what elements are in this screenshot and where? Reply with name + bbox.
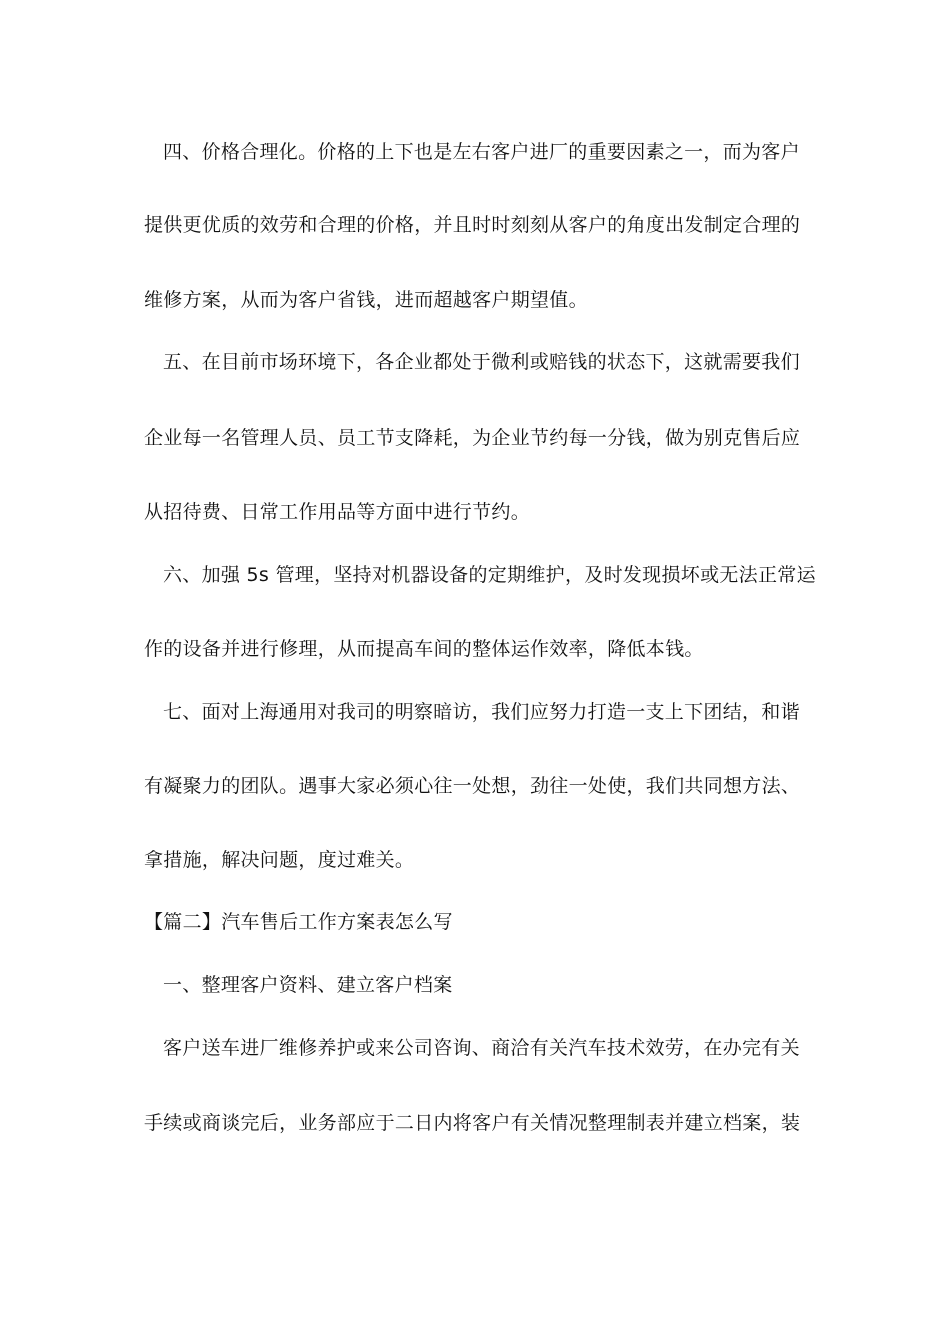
paragraph-6-line-1: 六、加强 5s 管理，坚持对机器设备的定期维护，及时发现损坏或无法正常运 — [163, 564, 816, 586]
paragraph-7-line-2: 有凝聚力的团队。遇事大家必须心往一处想，劲往一处使，我们共同想方法、 — [144, 775, 801, 797]
paragraph-4-line-3: 维修方案，从而为客户省钱，进而超越客户期望值。 — [144, 289, 588, 311]
section-heading: 【篇二】汽车售后工作方案表怎么写 — [144, 911, 453, 933]
paragraph-5-line-3: 从招待费、日常工作用品等方面中进行节约。 — [144, 501, 531, 523]
paragraph-5-line-2: 企业每一名管理人员、员工节支降耗，为企业节约每一分钱，做为别克售后应 — [144, 427, 801, 449]
paragraph-4-line-1: 四、价格合理化。价格的上下也是左右客户进厂的重要因素之一，而为客户 — [163, 141, 800, 163]
subsection-heading: 一、整理客户资料、建立客户档案 — [163, 974, 453, 996]
paragraph-8-line-2: 手续或商谈完后，业务部应于二日内将客户有关情况整理制表并建立档案，装 — [144, 1112, 801, 1134]
paragraph-7-line-3: 拿措施，解决问题，度过难关。 — [144, 849, 415, 871]
paragraph-8-line-1: 客户送车进厂维修养护或来公司咨询、商洽有关汽车技术效劳，在办完有关 — [163, 1037, 800, 1059]
paragraph-6-line-2: 作的设备并进行修理，从而提高车间的整体运作效率，降低本钱。 — [144, 638, 704, 660]
paragraph-4-line-2: 提供更优质的效劳和合理的价格，并且时时刻刻从客户的角度出发制定合理的 — [144, 214, 801, 236]
paragraph-7-line-1: 七、面对上海通用对我司的明察暗访，我们应努力打造一支上下团结，和谐 — [163, 701, 800, 723]
paragraph-5-line-1: 五、在目前市场环境下，各企业都处于微利或赔钱的状态下，这就需要我们 — [163, 351, 800, 373]
